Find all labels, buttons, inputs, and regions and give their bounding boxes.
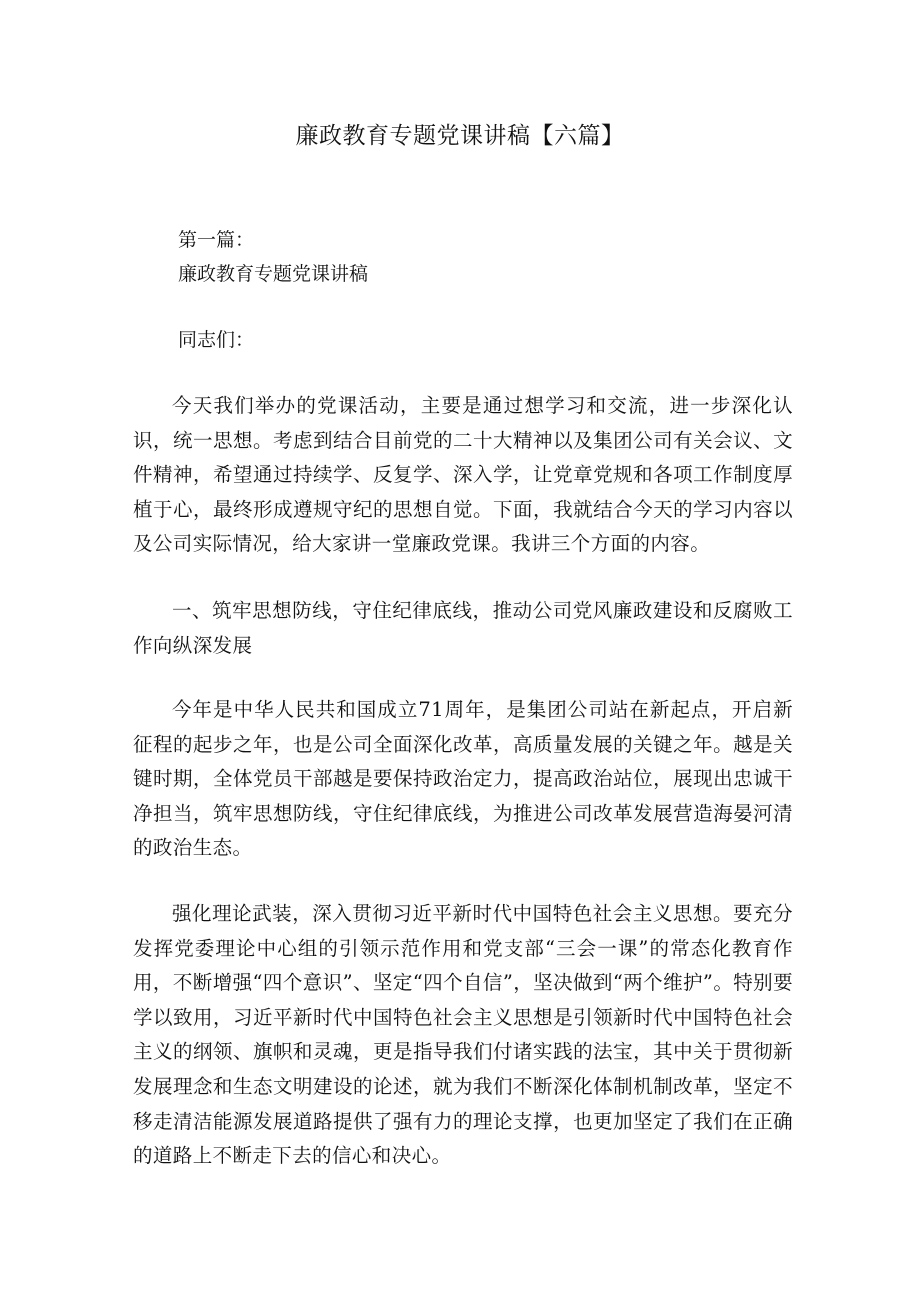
paragraph-body-2: 强化理论武装，深入贯彻习近平新时代中国特色社会主义思想。要充分发挥党委理论中心组的引领示范作用和党支部“三会一课”的常态化教育作用，不断增强“四个意识”、坚定“四个自信”，坚决做到“两个维护”。特别要学以致用，习近平新时代中国特色社会主义思想是引领新时代中国特色社会主义的纲领、旗帜和灵魂，更是指导我们付诸实践的法宝，其中关于贯彻新发展理念和生态文明建设的论述，就为我们不断深化体制机制改革，坚定不移走清洁能源发展道路提供了强有力的理论支撑，也更加坚定了我们在正确的道路上不断走下去的信心和决心。 <box>133 902 793 1168</box>
section-heading-1: 一、筑牢思想防线，守住纪律底线，推动公司党风廉政建设和反腐败工作向纵深发展 <box>133 599 793 657</box>
part-title: 廉政教育专题党课讲稿 <box>178 263 369 285</box>
paragraph-body-1: 今年是中华人民共和国成立71周年，是集团公司站在新起点，开启新征程的起步之年，也是公司全面深化改革，高质量发展的关键之年。越是关键时期，全体党员干部越是要保持政治定力，提高政治站位，展现出忠诚干净担当，筑牢思想防线，守住纪律底线，为推进公司改革发展营造海晏河清的政治生态。 <box>133 698 793 860</box>
salutation: 同志们： <box>178 329 255 351</box>
paragraph-intro: 今天我们举办的党课活动，主要是通过想学习和交流，进一步深化认识，统一思想。考虑到结合目前党的二十大精神以及集团公司有关会议、文件精神，希望通过持续学、反复学、深入学，让党章党规和各项工作制度厚植于心，最终形成遵规守纪的思想自觉。下面，我就结合今天的学习内容以及公司实际情况，给大家讲一堂廉政党课。我讲三个方面的内容。 <box>133 394 793 556</box>
part-label: 第一篇： <box>178 229 255 251</box>
document-title: 廉政教育专题党课讲稿【六篇】 <box>295 123 625 149</box>
